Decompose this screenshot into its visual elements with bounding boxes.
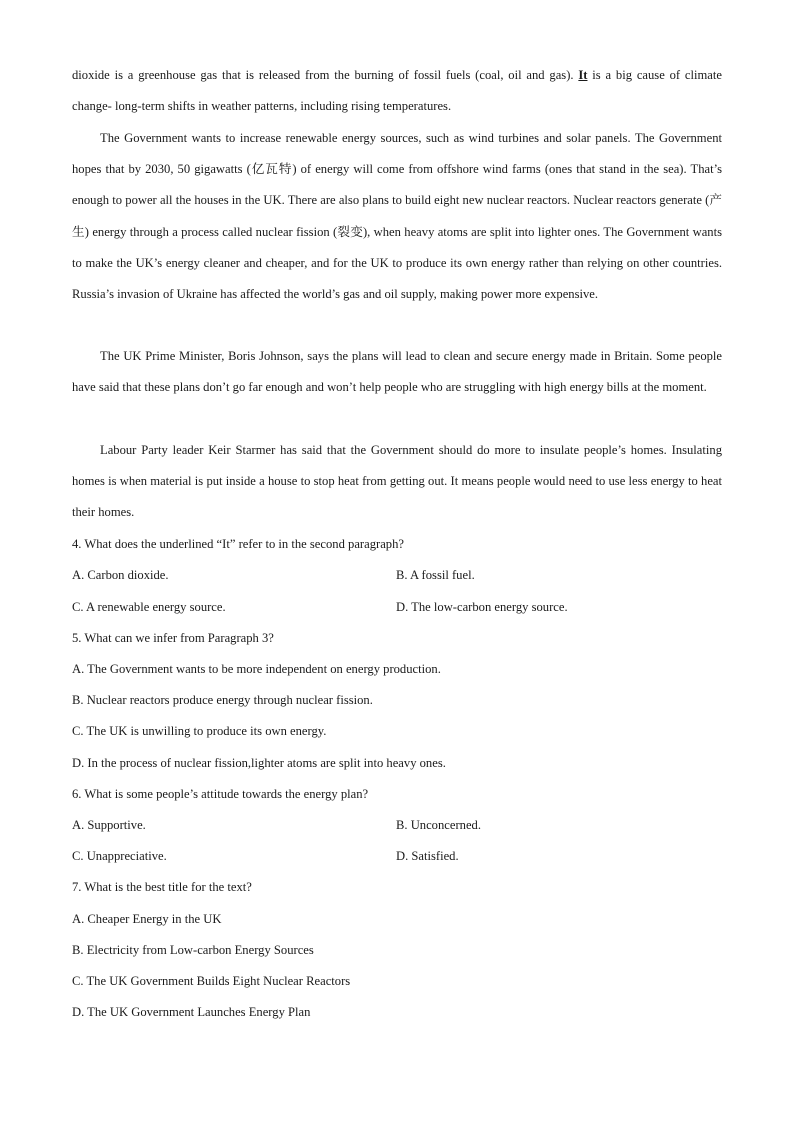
- underlined-it: It: [578, 68, 588, 82]
- question-6-stem: 6. What is some people’s attitude towards the energy plan?: [72, 787, 369, 801]
- question-4-stem: 4. What does the underlined “It” refer to in the second paragraph?: [72, 537, 404, 551]
- question-7-stem: 7. What is the best title for the text?: [72, 880, 252, 894]
- question-7-option-d: D. The UK Government Launches Energy Plan: [72, 1005, 311, 1019]
- question-5-stem: 5. What can we infer from Paragraph 3?: [72, 631, 274, 645]
- paragraph-3: The UK Prime Minister, Boris Johnson, says the plans will lead to clean and secure energy made in Britain. Some people have said that these plans don’t go far enough and won’t help people who are struggling with high energy bills at the moment.: [72, 349, 722, 395]
- paragraph-4: Labour Party leader Keir Starmer has said that the Government should do more to insulate people’s homes. Insulating homes is when material is put inside a house to stop heat from getting out. It means people would need to use less energy to heat their homes.: [72, 443, 722, 520]
- paragraph-2: The Government wants to increase renewable energy sources, such as wind turbines and solar panels. The Government hopes that by 2030, 50 gigawatts (亿瓦特) of energy will come from offshore wind farms (ones that stand in the sea). That’s enough to power all the houses in the UK. There are also plans to build eight new nuclear reactors. Nuclear reactors generate (产生) energy through a process called nuclear fission (裂变), when heavy atoms are split into lighter ones. The Government wants to make the UK’s energy cleaner and cheaper, and for the UK to produce its own energy rather than relying on other countries. Russia’s invasion of Ukraine has affected the world’s gas and oil supply, making power more expensive.: [72, 131, 722, 302]
- question-5-option-c: C. The UK is unwilling to produce its own energy.: [72, 724, 327, 738]
- paragraph-1-text-after: is a big cause of climate change- long-term shifts in weather patterns, including rising temperatures.: [72, 68, 722, 114]
- question-4-option-c: C. A renewable energy source.: [72, 600, 226, 614]
- question-6-option-b: B. Unconcerned.: [396, 818, 481, 832]
- question-7-option-a: A. Cheaper Energy in the UK: [72, 912, 222, 926]
- question-6-option-d: D. Satisfied.: [396, 849, 459, 863]
- question-4-option-a: A. Carbon dioxide.: [72, 568, 169, 582]
- question-7-option-c: C. The UK Government Builds Eight Nuclear Reactors: [72, 974, 351, 988]
- paragraph-1-text-before: dioxide is a greenhouse gas that is released from the burning of fossil fuels (coal, oil and gas).: [72, 68, 579, 82]
- question-5-option-b: B. Nuclear reactors produce energy through nuclear fission.: [72, 693, 373, 707]
- question-4-option-b: B. A fossil fuel.: [396, 568, 475, 582]
- question-4-option-d: D. The low-carbon energy source.: [396, 600, 568, 614]
- paragraph-1: [72, 60, 722, 122]
- question-5-option-d: D. In the process of nuclear fission,lighter atoms are split into heavy ones.: [72, 756, 446, 770]
- question-6-option-c: C. Unappreciative.: [72, 849, 167, 863]
- question-6-option-a: A. Supportive.: [72, 818, 146, 832]
- question-7-option-b: B. Electricity from Low-carbon Energy Sources: [72, 943, 314, 957]
- question-5-option-a: A. The Government wants to be more independent on energy production.: [72, 662, 441, 676]
